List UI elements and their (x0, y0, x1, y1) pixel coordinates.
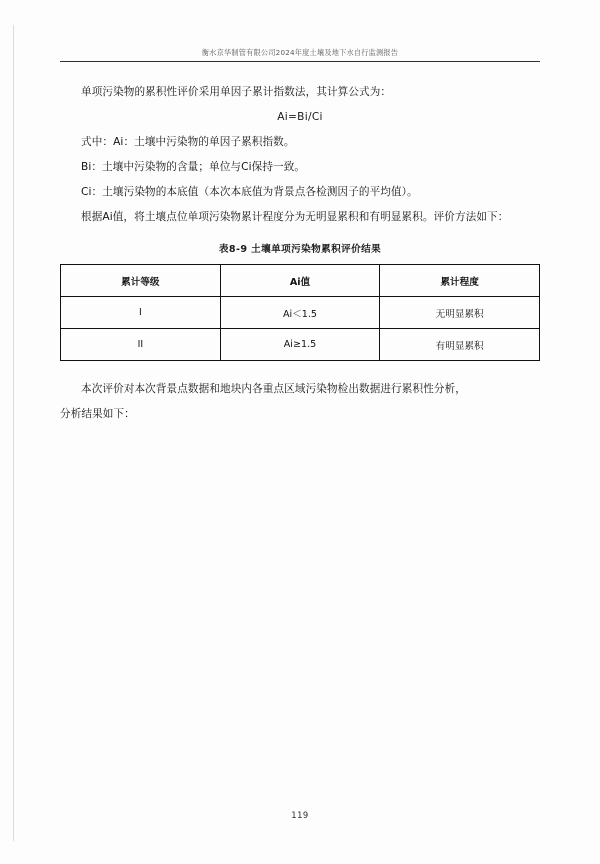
table-header-row (61, 265, 540, 297)
column-header-ai-value: Ai值 (220, 265, 380, 297)
header-divider (60, 61, 540, 62)
cell-ai-value: Ai＜1.5 (220, 297, 380, 329)
cell-degree: 无明显累积 (380, 297, 540, 329)
legend-ci: Ci：土壤污染物的本底值（本次本底值为背景点各检测因子的平均值）。 (81, 186, 418, 198)
cell-grade: I (61, 297, 221, 329)
legend-ai: 式中：Ai：土壤中污染物的单因子累积指数。 (81, 136, 295, 148)
page-content (60, 80, 540, 427)
paragraph-analysis-intro: 本次评价对本次背景点数据和地块内各重点区域污染物检出数据进行累积性分析， (81, 383, 466, 395)
paragraph-ai-grading: 根据Ai值，将土壤点位单项污染物累计程度分为无明显累积和有明显累积。评价方法如下： (81, 211, 509, 223)
formula-ai: Ai=Bi/Ci (277, 111, 323, 123)
running-header: 衡水京华制管有限公司2024年度土壤及地下水自行监测报告 (201, 48, 399, 57)
table-row (61, 297, 540, 329)
paragraph-formula-intro: 单项污染物的累积性评价采用单因子累计指数法，其计算公式为： (81, 86, 392, 98)
table-caption: 表8-9 土壤单项污染物累积评价结果 (218, 244, 382, 255)
page-number: 119 (291, 810, 309, 820)
column-header-degree: 累计程度 (380, 265, 540, 297)
cell-degree: 有明显累积 (380, 329, 540, 361)
column-header-grade: 累计等级 (61, 265, 221, 297)
cell-grade: II (61, 329, 221, 361)
legend-bi: Bi：土壤中污染物的含量；单位与Ci保持一致。 (81, 161, 306, 173)
accumulation-evaluation-table (60, 264, 540, 361)
page-binding-line (13, 25, 14, 841)
paragraph-analysis-result: 分析结果如下： (60, 408, 135, 420)
table-row (61, 329, 540, 361)
cell-ai-value: Ai≥1.5 (220, 329, 380, 361)
